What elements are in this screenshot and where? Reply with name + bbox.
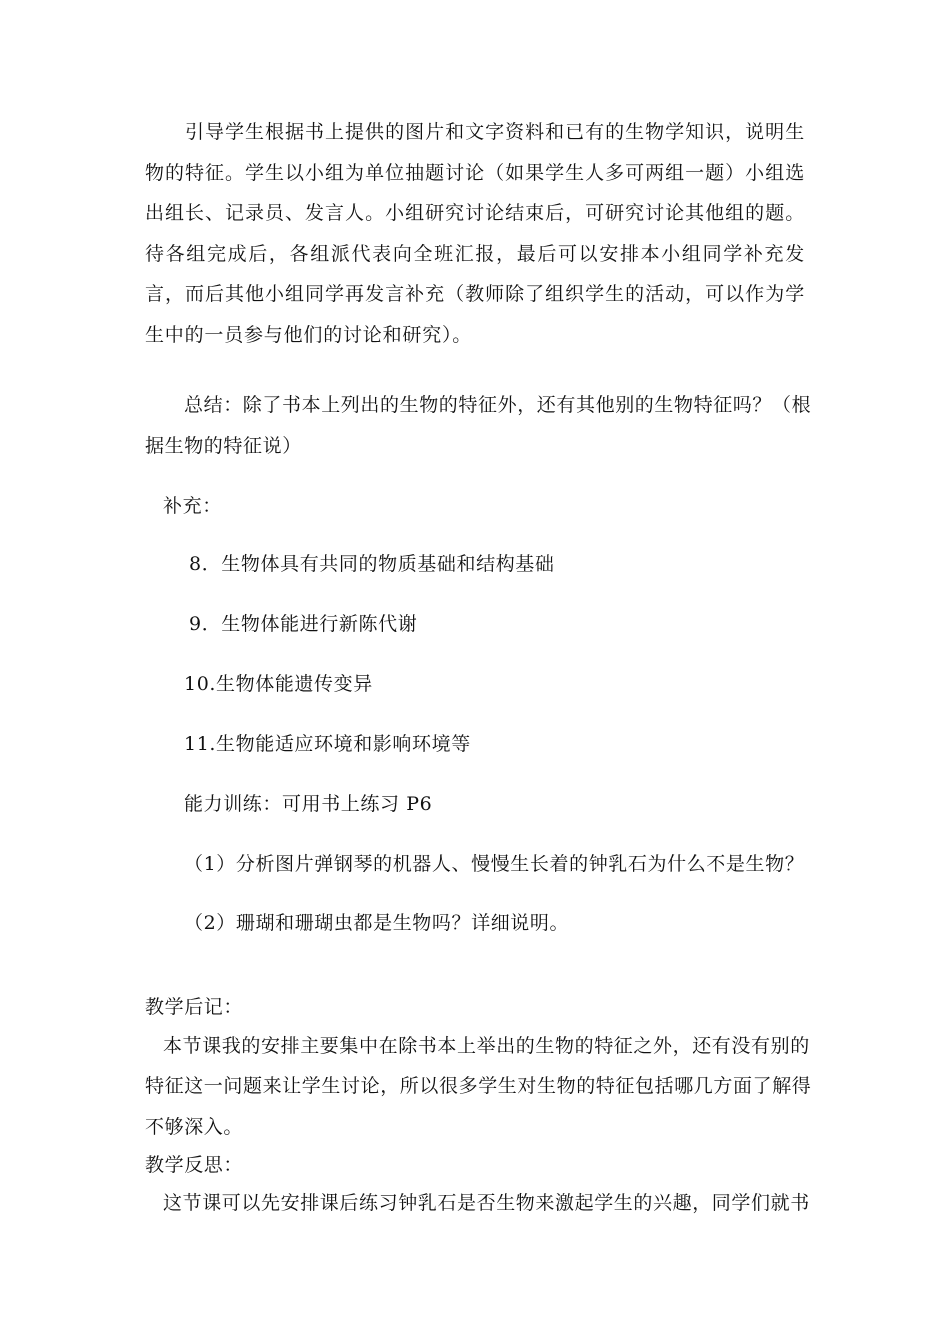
question-2: （2）珊瑚和珊瑚虫都是生物吗？详细说明。 — [184, 912, 570, 934]
summary-line-1: 总结：除了书本上列出的生物的特征外，还有其他别的生物特征吗？（根 — [184, 394, 812, 416]
reflection-line-1: 这节课可以先安排课后练习钟乳石是否生物来激起学生的兴趣，同学们就书 — [163, 1192, 810, 1214]
feature-item-10: 10.生物体能遗传变异 — [184, 673, 373, 695]
question-1: （1）分析图片弹钢琴的机器人、慢慢生长着的钟乳石为什么不是生物？ — [184, 853, 805, 875]
postscript-line-1: 本节课我的安排主要集中在除书本上举出的生物的特征之外，还有没有别的 — [163, 1035, 810, 1057]
supplement-heading: 补充： — [163, 495, 222, 517]
summary-line-2: 据生物的特征说） — [145, 435, 302, 457]
feature-item-11: 11.生物能适应环境和影响环境等 — [184, 733, 471, 755]
training-heading: 能力训练：可用书上练习 P6 — [184, 793, 433, 815]
postscript-line-2: 特征这一问题来让学生讨论，所以很多学生对生物的特征包括哪几方面了解得 — [145, 1075, 812, 1097]
feature-item-8: 8．生物体具有共同的物质基础和结构基础 — [189, 553, 555, 575]
postscript-heading: 教学后记： — [145, 996, 244, 1018]
reflection-heading: 教学反思： — [145, 1154, 244, 1176]
intro-paragraph: 引导学生根据书上提供的图片和文字资料和已有的生物学知识，说明生物的特征。学生以小组为单位抽题讨论（如果学生人多可两组一题）小组选出组长、记录员、发言人。小组研究讨论结束后，可研究讨论其他组的题。待各组完成后，各组派代表向全班汇报，最后可以安排本小组同学补充发言，而后其他小组同学再发言补充（教师除了组织学生的活动，可以作为学生中的一员参与他们的讨论和研究）。 — [145, 121, 805, 346]
postscript-line-3: 不够深入。 — [145, 1116, 244, 1138]
feature-item-9: 9．生物体能进行新陈代谢 — [189, 613, 418, 635]
